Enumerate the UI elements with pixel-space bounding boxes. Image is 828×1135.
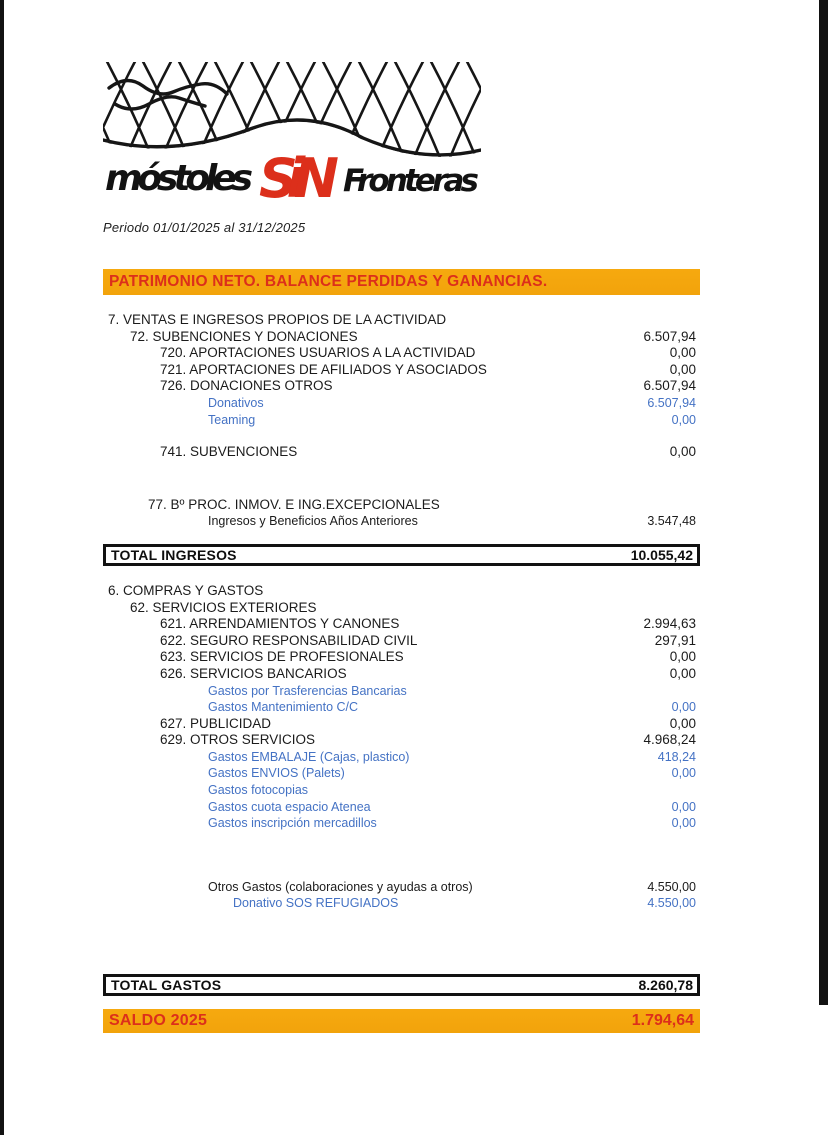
- ledger-row-label: 720. APORTACIONES USUARIOS A LA ACTIVIDAD: [160, 345, 476, 361]
- total-gastos-value: 8.260,78: [638, 977, 693, 994]
- document-content: [103, 60, 700, 1033]
- ledger-row-label: 741. SUBVENCIONES: [160, 444, 298, 460]
- ledger-row-value: 0,00: [669, 345, 696, 361]
- ledger-row-label: 621. ARRENDAMIENTOS Y CANONES: [160, 616, 400, 632]
- ledger-row-label: Gastos EMBALAJE (Cajas, plastico): [208, 749, 410, 764]
- ledger-row-value: 6.507,94: [643, 378, 696, 394]
- ledger-row: [103, 683, 700, 700]
- ledger-group: [103, 497, 700, 530]
- ledger-row-label: 629. OTROS SERVICIOS: [160, 732, 316, 748]
- total-ingresos-box: [103, 544, 700, 566]
- ledger-group: [103, 583, 700, 832]
- ledger-row: [103, 312, 700, 329]
- ledger-row-label: 7. VENTAS E INGRESOS PROPIOS DE LA ACTIVIDAD: [108, 312, 447, 327]
- saldo-value: 1.794,64: [631, 1012, 694, 1030]
- ledger-row-value: 0,00: [671, 766, 696, 781]
- ledger-row-value: 0,00: [671, 799, 696, 814]
- income-ledger: [103, 312, 700, 530]
- ledger-row-value: 4.968,24: [643, 732, 696, 748]
- ledger-row: [103, 699, 700, 716]
- ledger-row-label: Donativos: [208, 395, 264, 410]
- period-label: Periodo 01/01/2025 al 31/12/2025: [103, 220, 306, 235]
- ledger-row: [103, 649, 700, 666]
- ledger-row: [103, 749, 700, 766]
- ledger-row-label: 77. Bº PROC. INMOV. E ING.EXCEPCIONALES: [148, 496, 440, 512]
- ledger-row-value: 0,00: [671, 412, 696, 427]
- ledger-row: [103, 412, 700, 429]
- ledger-row-label: Gastos fotocopias: [208, 783, 309, 798]
- ledger-row: [103, 395, 700, 412]
- ledger-row-label: Otros Gastos (colaboraciones y ayudas a otros): [208, 879, 473, 894]
- ledger-row-label: 622. SEGURO RESPONSABILIDAD CIVIL: [160, 632, 418, 648]
- total-gastos-box: [103, 974, 700, 996]
- ledger-row-value: 3.547,48: [647, 514, 696, 529]
- ledger-row: [103, 895, 700, 912]
- ledger-row: [103, 329, 700, 346]
- total-ingresos-label: TOTAL INGRESOS: [111, 546, 237, 563]
- ledger-row: [103, 782, 700, 799]
- ledger-row-value: 2.994,63: [643, 616, 696, 632]
- ledger-row-label: Gastos Mantenimiento C/C: [208, 700, 359, 715]
- ledger-row: [103, 616, 700, 633]
- ledger-row-label: Ingresos y Beneficios Años Anteriores: [208, 514, 418, 529]
- ledger-row: [103, 583, 700, 600]
- ledger-row-value: 0,00: [669, 715, 696, 731]
- ledger-row: [103, 666, 700, 683]
- ledger-row: [103, 378, 700, 395]
- ledger-row-label: 726. DONACIONES OTROS: [160, 378, 333, 394]
- ledger-group: [103, 879, 700, 912]
- ledger-row-value: 4.550,00: [647, 879, 696, 894]
- section-header-title: PATRIMONIO NETO. BALANCE PERDIDAS Y GANANCIAS.: [109, 273, 548, 290]
- mostoles-sin-fronteras-logo: [103, 60, 481, 208]
- ledger-row-value: 0,00: [669, 665, 696, 681]
- expenses-ledger: [103, 583, 700, 912]
- ledger-row: [103, 732, 700, 749]
- scan-edge-left: [0, 0, 4, 1135]
- saldo-label: SALDO 2025: [109, 1012, 208, 1030]
- ledger-row: [103, 716, 700, 733]
- ledger-row: [103, 600, 700, 617]
- total-gastos-label: TOTAL GASTOS: [111, 977, 222, 994]
- ledger-row-value: 0,00: [669, 444, 696, 460]
- ledger-row: [103, 345, 700, 362]
- net-tangle-scribble: [109, 80, 227, 109]
- ledger-row: [103, 444, 700, 461]
- ledger-row-label: 721. APORTACIONES DE AFILIADOS Y ASOCIADOS: [160, 361, 487, 377]
- ledger-row-value: 6.507,94: [647, 395, 696, 410]
- ledger-row-label: Gastos por Trasferencias Bancarias: [208, 683, 407, 698]
- ledger-row: [103, 513, 700, 530]
- ledger-row: [103, 633, 700, 650]
- ledger-row: [103, 815, 700, 832]
- ledger-row: [103, 765, 700, 782]
- ledger-row-value: 0,00: [669, 361, 696, 377]
- logo-word-mostoles: móstoles: [105, 158, 253, 199]
- ledger-row-label: Gastos ENVIOS (Palets): [208, 766, 345, 781]
- ledger-group: [103, 444, 700, 461]
- ledger-row: [103, 497, 700, 514]
- ledger-row-label: Donativo SOS REFUGIADOS: [233, 896, 399, 911]
- total-ingresos-value: 10.055,42: [630, 546, 693, 563]
- ledger-row: [103, 362, 700, 379]
- ledger-row: [103, 879, 700, 896]
- ledger-row-label: 6. COMPRAS Y GASTOS: [108, 582, 264, 598]
- ledger-row-label: 626. SERVICIOS BANCARIOS: [160, 665, 347, 681]
- ledger-row-label: 627. PUBLICIDAD: [160, 715, 272, 731]
- ledger-row-value: 6.507,94: [643, 328, 696, 344]
- ledger-row-label: 623. SERVICIOS DE PROFESIONALES: [160, 649, 404, 665]
- ledger-row-label: Gastos cuota espacio Atenea: [208, 799, 371, 814]
- ledger-row-value: 0,00: [671, 700, 696, 715]
- ledger-group: [103, 312, 700, 428]
- ledger-row-label: 62. SERVICIOS EXTERIORES: [130, 599, 317, 615]
- ledger-row-value: 297,91: [654, 632, 696, 648]
- ledger-row: [103, 799, 700, 816]
- ledger-row-label: 72. SUBENCIONES Y DONACIONES: [130, 328, 358, 344]
- logo-word-fronteras: Fronteras: [343, 163, 479, 199]
- ledger-row-value: 418,24: [657, 749, 696, 764]
- ledger-row-label: Teaming: [208, 412, 256, 427]
- ledger-row-label: Gastos inscripción mercadillos: [208, 816, 377, 831]
- ledger-row-value: 4.550,00: [647, 896, 696, 911]
- section-header-bar: [103, 269, 700, 295]
- ledger-row-value: 0,00: [669, 649, 696, 665]
- logo-word-sin: SiN: [259, 147, 339, 208]
- ledger-row-value: 0,00: [671, 816, 696, 831]
- scan-edge-right: [819, 0, 828, 1005]
- saldo-bar: [103, 1009, 700, 1033]
